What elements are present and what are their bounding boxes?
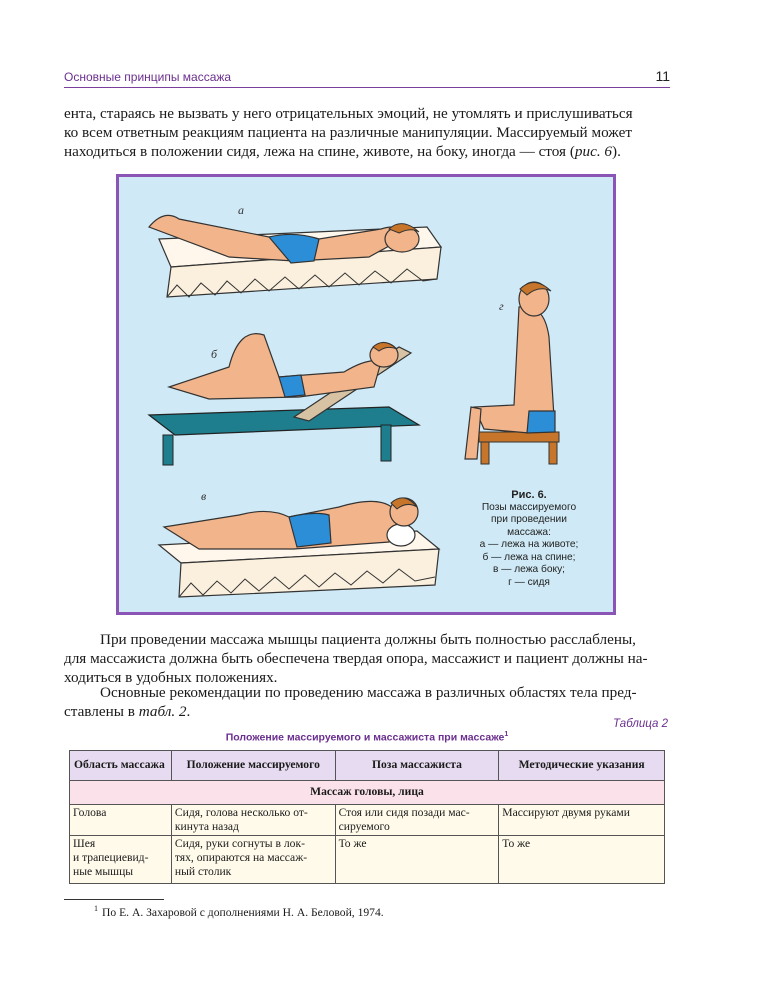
caption-item: б — лежа на спине; <box>482 551 576 563</box>
table-row <box>70 836 665 884</box>
caption-item: г — сидя <box>508 576 550 588</box>
paragraph-recommendations <box>64 683 670 721</box>
paragraph-intro <box>64 104 670 161</box>
section-heading: Массаж головы, лица <box>70 781 665 805</box>
table-cell: То же <box>499 836 665 884</box>
figure-letter-v: в <box>201 489 207 503</box>
figure-caption <box>470 489 588 589</box>
massage-positions-table <box>69 750 665 884</box>
column-header: Область массажа <box>70 751 172 781</box>
table-cell: Стоя или сидя позади мас- сируемого <box>335 805 499 836</box>
figure-reference: рис. 6 <box>574 143 613 160</box>
caption-item: а — лежа на животе; <box>479 539 579 550</box>
text-line: ента, стараясь не вызвать у него отрицательных эмоций, не утомлять и прислушиваться <box>64 105 633 122</box>
caption-line: Позы массируемого <box>481 501 577 513</box>
running-head <box>64 66 670 88</box>
caption-title: Рис. 6. <box>511 489 547 501</box>
pose-lying-on-back <box>149 334 419 465</box>
footnote-rule <box>64 899 164 900</box>
chapter-title: Основные принципы массажа <box>64 70 232 84</box>
header-rule <box>64 87 670 88</box>
text-line: находиться в положении сидя, лежа на спине, животе, на боку, иногда — стоя (рис. 6). <box>64 143 621 160</box>
column-header: Поза массажиста <box>335 751 499 781</box>
footnote-marker: 1 <box>94 904 98 913</box>
text-line: ходиться в удобных положениях. <box>64 669 278 686</box>
figure-letter-b: б <box>211 347 218 361</box>
pose-sitting <box>465 282 559 464</box>
pose-lying-on-stomach <box>149 215 441 297</box>
table-cell: То же <box>335 836 499 884</box>
table-label: Таблица 2 <box>613 718 668 730</box>
text-line: ко всем ответным реакциям пациента на различные манипуляции. Массируемый может <box>64 124 632 141</box>
table-section-row <box>70 781 665 805</box>
text-line: ставлены в табл. 2. <box>64 703 191 720</box>
caption-line: массажа: <box>507 526 551 538</box>
table-cell: Шея и трапециевид- ные мышцы <box>70 836 172 884</box>
table-title: Положение массируемого и массажиста при массаже$^1$ <box>225 731 509 744</box>
page-number: 11 <box>655 68 670 84</box>
footnote-text: По Е. А. Захаровой с дополнениями Н. А. Беловой, 1974. <box>102 905 384 919</box>
caption-line: при проведении <box>491 514 567 525</box>
paragraph-relaxation <box>64 630 670 687</box>
text-line: Основные рекомендации по проведению массажа в различных областях тела пред- <box>100 684 637 701</box>
table-header-row <box>70 751 665 781</box>
table-cell: Голова <box>70 805 172 836</box>
footnote-marker: 1 <box>504 731 509 738</box>
column-header: Методические указания <box>499 751 665 781</box>
footnote <box>94 904 384 919</box>
pose-lying-on-side <box>159 498 439 597</box>
column-header: Положение массируемого <box>171 751 335 781</box>
table-cell: Массируют двумя руками <box>499 805 665 836</box>
table-row <box>70 805 665 836</box>
figure-letter-g: г <box>499 299 504 313</box>
table-cell: Сидя, руки согнуты в лок- тях, опираются на массаж- ный столик <box>171 836 335 884</box>
text-line: При проведении массажа мышцы пациента должны быть полностью расслаблены, <box>100 631 636 648</box>
table-cell: Сидя, голова несколько от- кинута назад <box>171 805 335 836</box>
figure-letter-a: а <box>238 203 244 217</box>
text-line: для массажиста должна быть обеспечена твердая опора, массажист и пациент должны на- <box>64 650 648 667</box>
table-reference: табл. 2 <box>138 703 187 720</box>
caption-item: в — лежа боку; <box>492 564 566 575</box>
